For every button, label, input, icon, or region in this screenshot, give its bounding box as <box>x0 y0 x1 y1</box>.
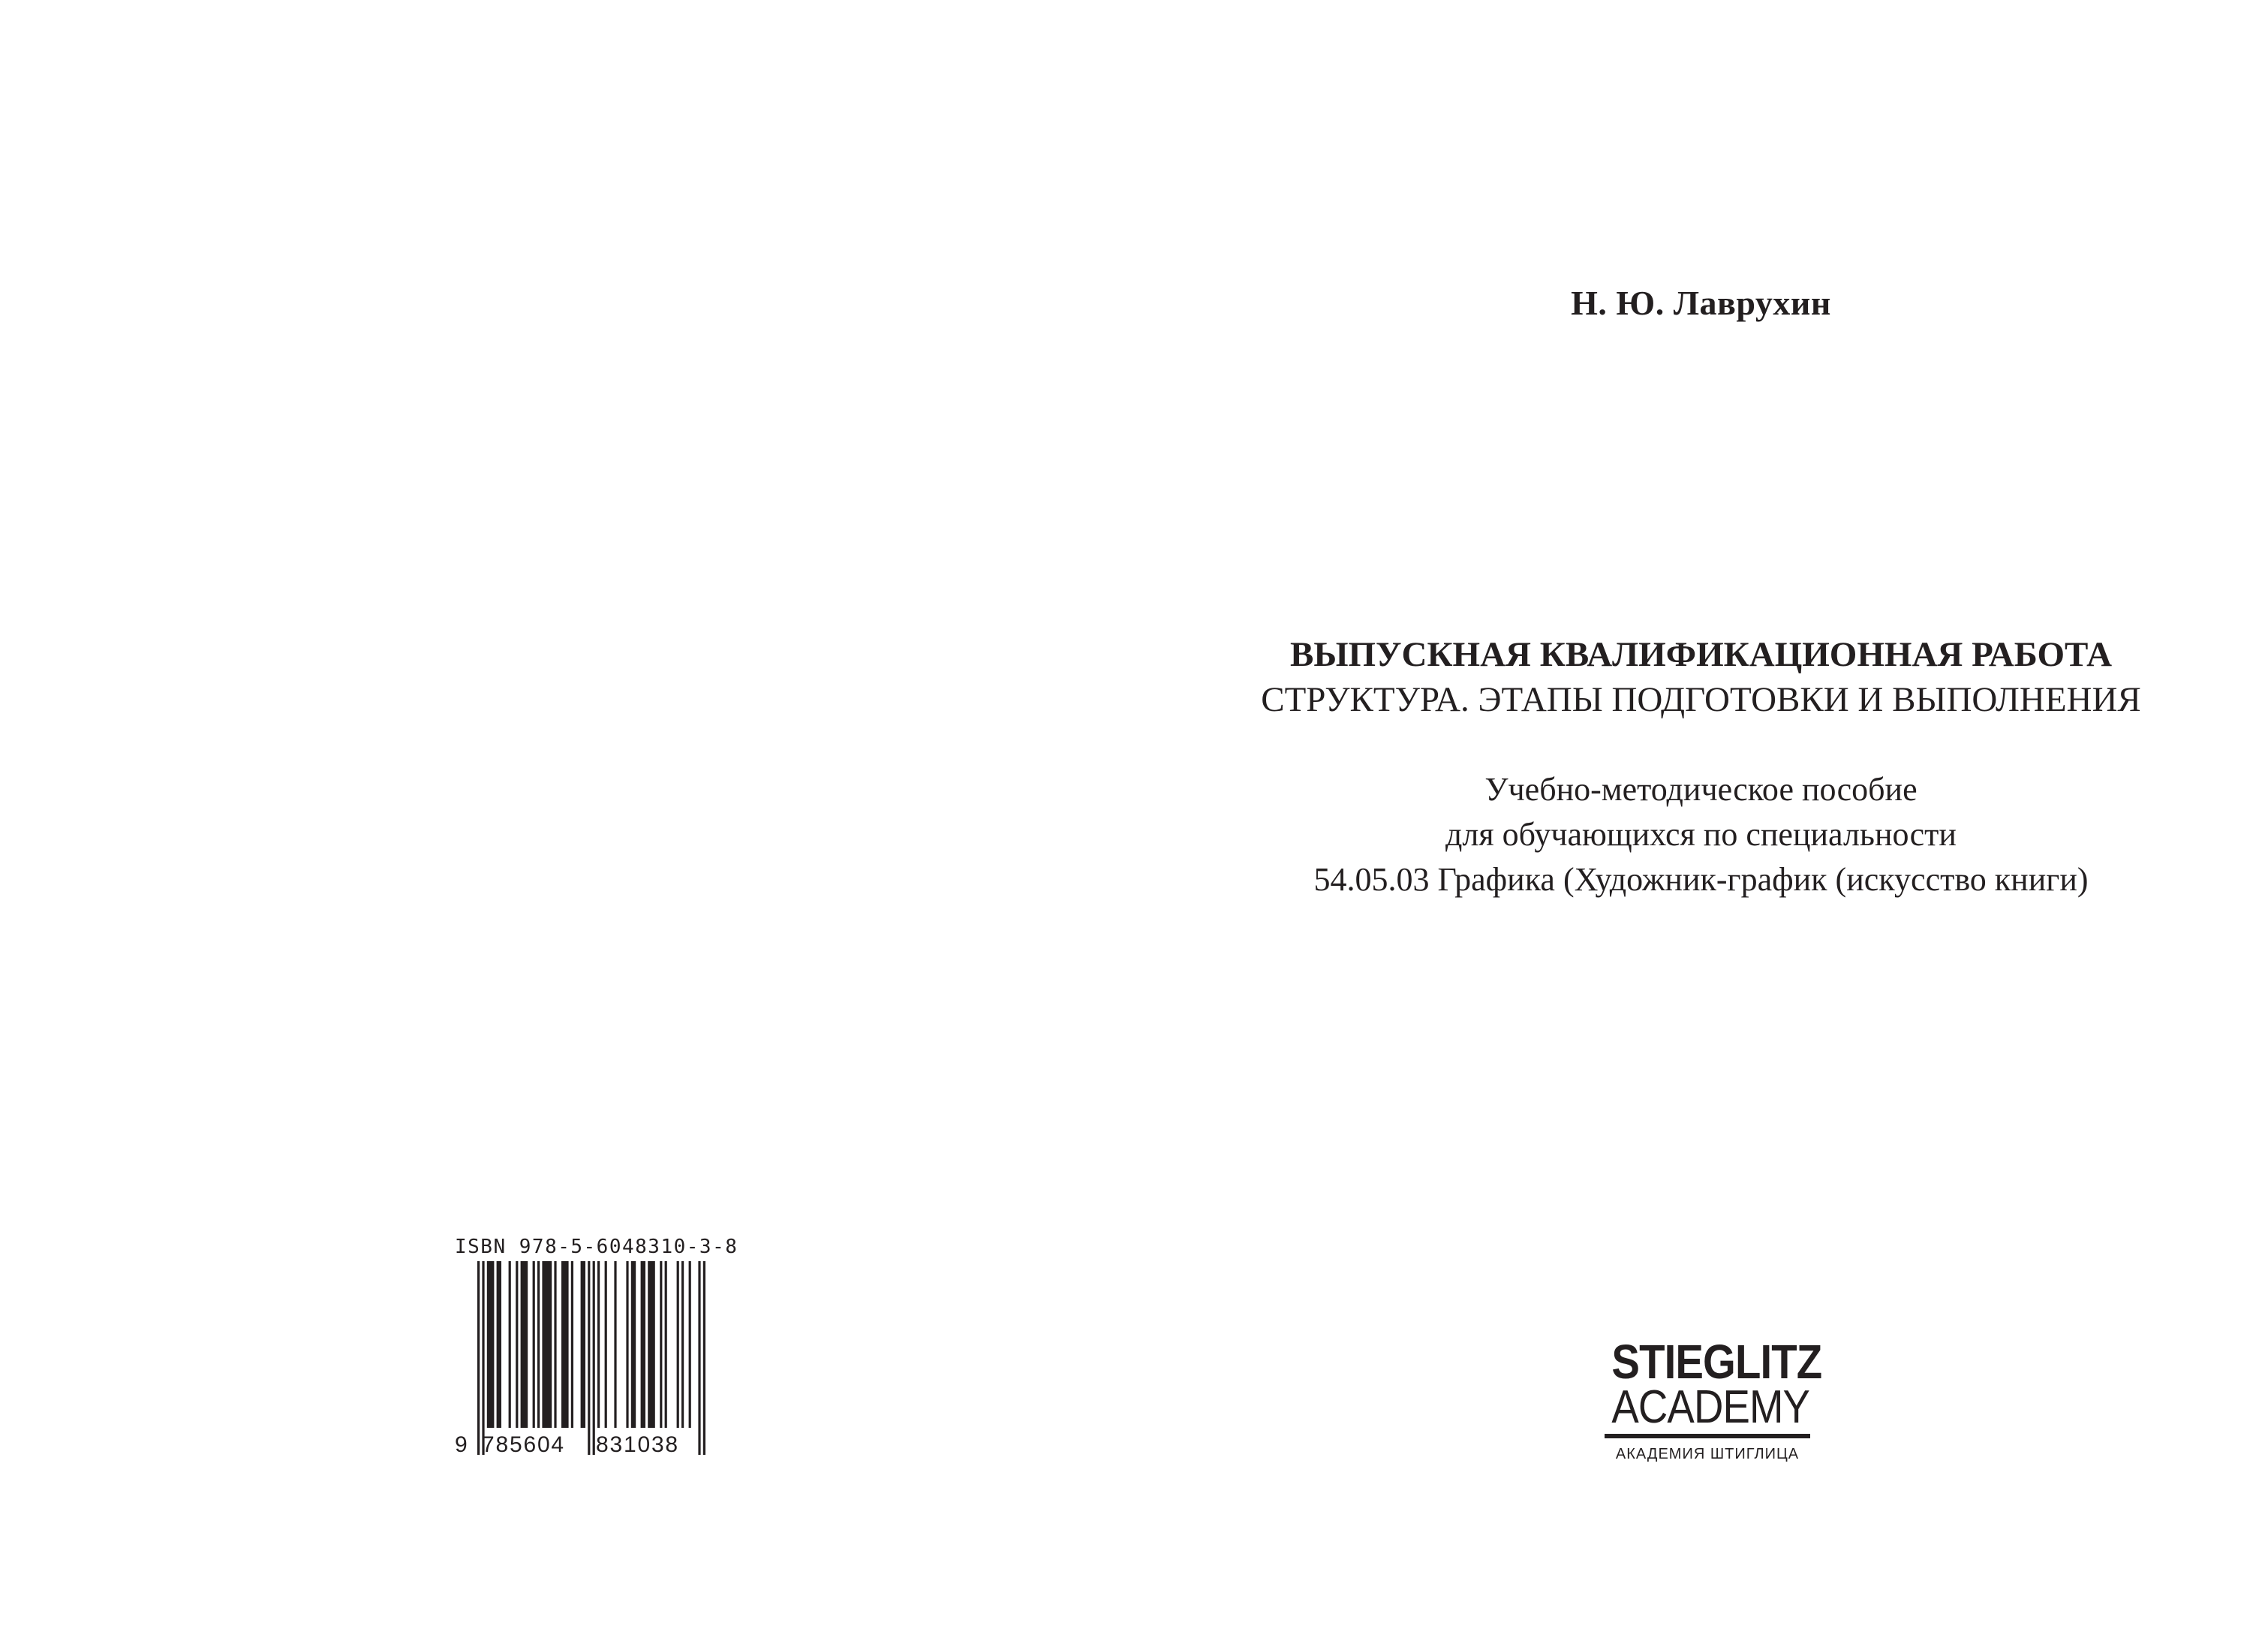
barcode-bar <box>497 1261 501 1428</box>
description-line: для обучающихся по специальности <box>1445 816 1957 853</box>
description-line: 54.05.03 Графика (Художник-график (искусство книги) <box>1313 861 2089 898</box>
book-title: ВЫПУСКНАЯ КВАЛИФИКАЦИОННАЯ РАБОТА <box>1289 635 2113 674</box>
barcode-guard-bar <box>482 1261 484 1455</box>
barcode-guard-bar <box>703 1261 705 1455</box>
barcode-bar <box>542 1261 552 1428</box>
barcode-bar <box>689 1261 691 1428</box>
barcode-bar <box>614 1261 616 1428</box>
barcode-bar <box>677 1261 679 1428</box>
barcode-digits-right: 831038 <box>596 1432 679 1457</box>
logo-caption: АКАДЕМИЯ ШТИГЛИЦА <box>1615 1446 1800 1462</box>
barcode-guard-bar <box>477 1261 480 1455</box>
barcode-guard-bar <box>593 1261 595 1455</box>
barcode-bar <box>554 1261 556 1428</box>
barcode-bar <box>641 1261 645 1428</box>
barcode-bar <box>516 1261 518 1428</box>
book-subtitle: СТРУКТУРА. ЭТАПЫ ПОДГОТОВКИ И ВЫПОЛНЕНИЯ <box>1261 680 2141 719</box>
title-block <box>1134 632 2268 722</box>
stieglitz-academy-logo <box>1599 1335 1822 1462</box>
author-name: Н. Ю. Лаврухин <box>1571 284 1831 322</box>
barcode-bar <box>537 1261 540 1428</box>
barcode-bar <box>509 1261 511 1428</box>
barcode-bar <box>487 1261 495 1428</box>
logo-wordmark-line2: ACADEMY <box>1611 1381 1810 1433</box>
barcode-bar <box>660 1261 662 1428</box>
logo-rule <box>1605 1434 1810 1438</box>
barcode-bar <box>631 1261 636 1428</box>
isbn-label: ISBN 978-5-6048310-3-8 <box>455 1236 738 1258</box>
barcode-bar <box>561 1261 569 1428</box>
barcode-guard-bar <box>588 1261 590 1455</box>
barcode-guard-bar <box>698 1261 700 1455</box>
barcode-bar <box>665 1261 667 1428</box>
barcode-bar <box>648 1261 655 1428</box>
description-line: Учебно-методическое пособие <box>1484 771 1918 808</box>
barcode-bar <box>581 1261 585 1428</box>
barcode-digits-left: 785604 <box>482 1432 565 1457</box>
barcode-bar <box>521 1261 528 1428</box>
barcode-bar <box>533 1261 535 1428</box>
barcode-digit-first: 9 <box>455 1432 468 1457</box>
barcode-bar <box>597 1261 600 1428</box>
barcode-bar <box>605 1261 607 1428</box>
barcode-bar <box>681 1261 684 1428</box>
barcode-bar <box>571 1261 573 1428</box>
book-description <box>1134 767 2268 902</box>
logo-wordmark-line1: STIEGLITZ <box>1611 1335 1822 1389</box>
barcode-bar <box>626 1261 628 1428</box>
